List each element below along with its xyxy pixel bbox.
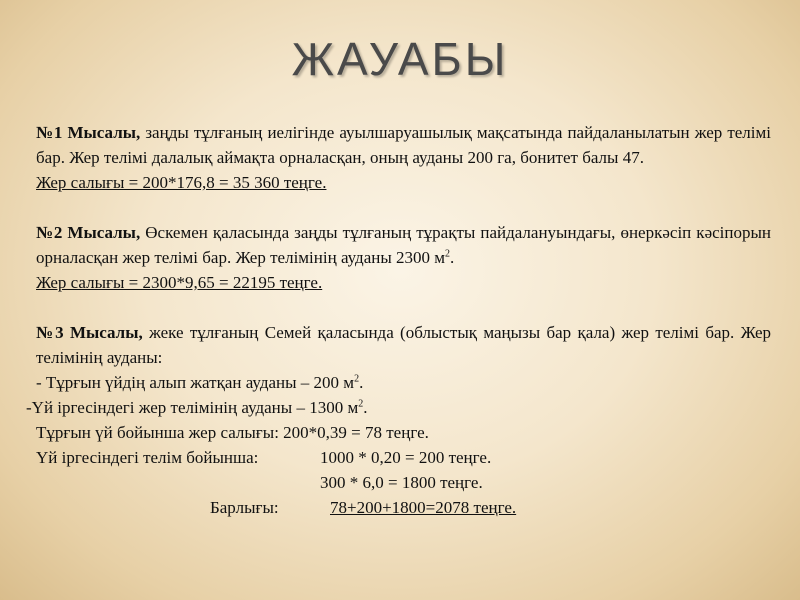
- example-3-line-3: Тұрғын үй бойынша жер салығы: 200*0,39 = 78 теңге.: [36, 423, 429, 442]
- example-3-line-2: -Үй іргесіндегі жер телімінің ауданы – 1300 $м^2$.: [26, 398, 368, 417]
- example-2-result: Жер салығы = 2300*9,65 = 22195 теңге.: [36, 273, 323, 292]
- example-3-paragraph: [36, 320, 771, 370]
- example-2-text: Өскемен қаласында заңды тұлғаның тұрақты пайдалануындағы, өнеркәсіп кәсіпорын орналасқан жер телімі бар. Жер телімінің ауданы 2300 м: [36, 223, 771, 267]
- example-1-paragraph: [36, 120, 771, 170]
- example-1-text: заңды тұлғаның иелігінде ауылшаруашылық мақсатында пайдаланылатын жер телімі бар. Жер телімі далалық аймақта орналасқан, оның ауданы 200 га, бонитет балы 47.: [36, 123, 771, 167]
- example-2-sup: 2: [445, 248, 451, 260]
- example-2-text-end: .: [450, 248, 455, 267]
- example-3-label: №3 Мысалы,: [36, 323, 143, 342]
- example-1-result: Жер салығы = 200*176,8 = 35 360 теңге.: [36, 173, 327, 192]
- example-2-label: №2 Мысалы,: [36, 223, 141, 242]
- example-3-line-1: - Тұрғын үйдің алып жатқан ауданы – 200 $м^2$.: [36, 373, 364, 392]
- example-3-line-5: 300 * 6,0 = 1800 теңге.: [320, 473, 483, 492]
- answer-content: [26, 120, 771, 520]
- slide-title: ЖАУАБЫ: [291, 33, 509, 85]
- example-3-line-4: Үй іргесіндегі телім бойынша: 1000 * 0,20 = 200 теңге.: [36, 448, 492, 467]
- example-3-total: Барлығы: 78+200+1800=2078 теңге.: [210, 498, 517, 517]
- example-2-paragraph: [36, 220, 771, 270]
- example-1-label: №1 Мысалы,: [36, 123, 141, 142]
- example-3-text: жеке тұлғаның Семей қаласында (облыстық маңызы бар қала) жер телімі бар. Жер телімінің ауданы:: [36, 323, 771, 367]
